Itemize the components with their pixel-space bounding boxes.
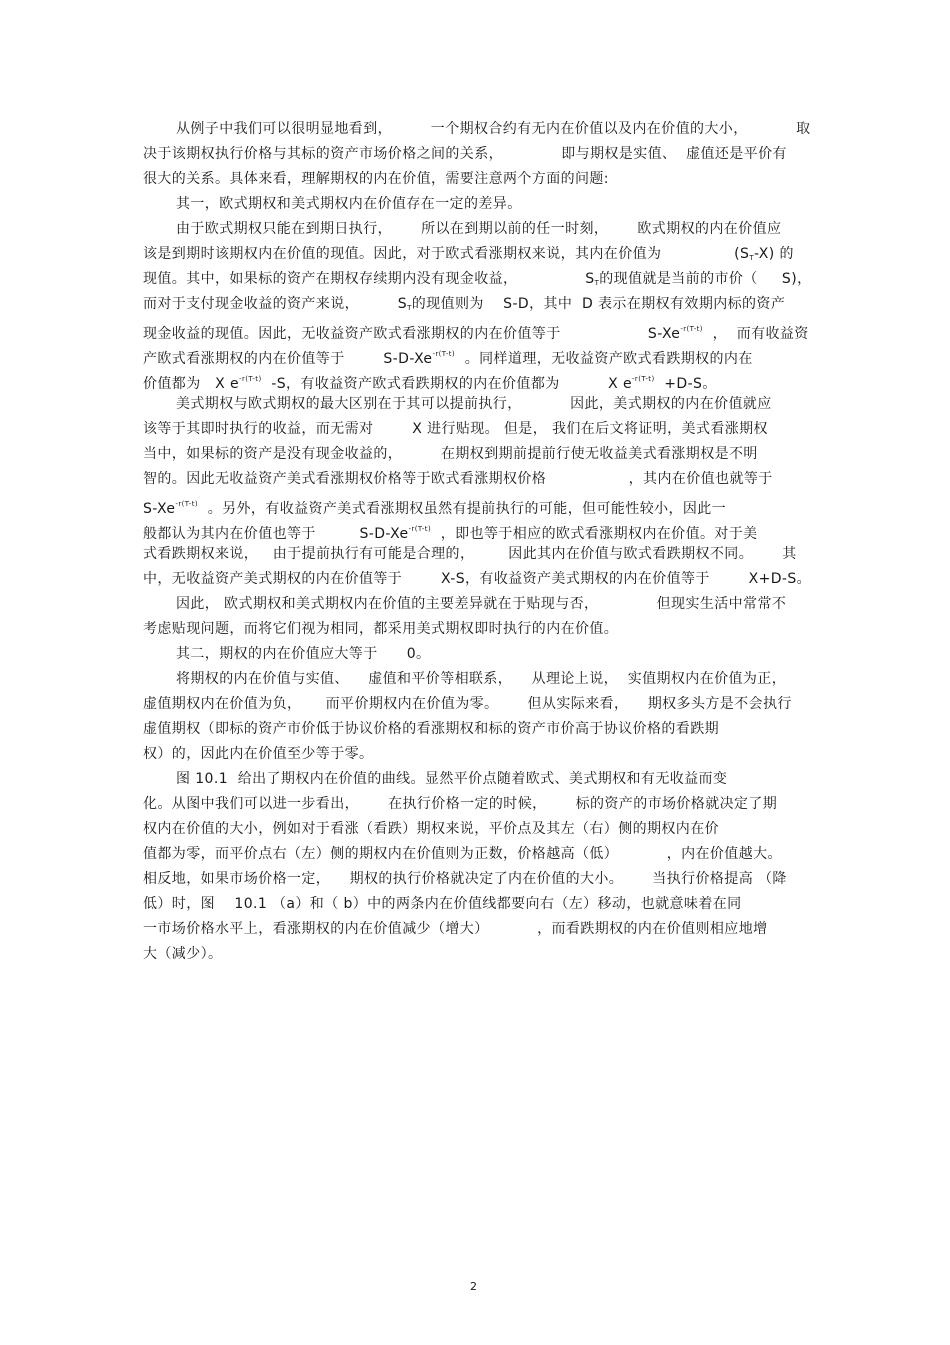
text-line: 值都为零，而平价点右（左）侧的期权内在价值则为正数，价格越高（低） ，内在价值越大。 [143, 846, 782, 862]
text-line: 决于该期权执行价格与其标的资产市场价格之间的关系， 即与期权是实值、 虚值还是平价有 [143, 146, 787, 162]
line-text-tail: -X) 的 [754, 246, 794, 262]
text-line [143, 495, 726, 518]
page-number: 2 [470, 1280, 477, 1293]
text-line: 大（减少）。 [143, 946, 223, 962]
line-text: 现金收益的现值。因此，无收益资产欧式看涨期权的内在价值等于 S-Xe [143, 326, 681, 342]
text-line: 很大的关系。具体来看，理解期权的内在价值，需要注意两个方面的问题: [143, 171, 609, 187]
text-line: 美式期权与欧式期权的最大区别在于其可以提前执行， 因此，美式期权的内在价值就应 [176, 396, 772, 412]
text-line: 将期权的内在价值与实值、 虚值和平价等相联系， 从理论上说， 实值期权内在价值为正， [176, 671, 787, 687]
text-line: 从例子中我们可以很明显地看到， 一个期权合约有无内在价值以及内在价值的大小， 取 [176, 121, 811, 137]
line-text-tail: +D-S。 [654, 376, 717, 392]
line-text-tail: ， 而有收益资 [702, 326, 809, 342]
line-text: 般都认为其内在价值也等于 S-D-Xe [143, 526, 409, 542]
subscript: T [594, 279, 600, 287]
text-line: 权内在价值的大小，例如对于看涨（看跌）期权来说，平价点及其左（右）侧的期权内在价 [143, 821, 719, 837]
superscript: -r(T-t) [680, 325, 703, 333]
line-text: 价值都为 X e [143, 376, 240, 392]
text-line [143, 345, 753, 368]
superscript: -r(T-t) [239, 375, 262, 383]
text-line: 权）的，因此内在价值至少等于零。 [143, 746, 374, 762]
line-text: 而对于支付现金收益的资产来说， S [143, 296, 408, 312]
superscript: -r(T-t) [432, 350, 456, 358]
text-line: 式看跌期权来说， 由于提前执行有可能是合理的， 因此其内在价值与欧式看跌期权不同。 其 [143, 546, 797, 562]
text-line: 该等于其即时执行的收益，而无需对 X 进行贴现。 但是， 我们在后文将证明，美式看涨期权 [143, 421, 768, 437]
text-line: 图 10.1 给出了期权内在价值的曲线。显然平价点随着欧式、美式期权和有无收益而变 [176, 771, 728, 787]
superscript: -r(T-t) [408, 525, 432, 533]
text-line [143, 370, 717, 393]
line-text-tail: 。同样道理，无收益资产欧式看跌期权的内在 [455, 351, 753, 367]
line-text: 现值。其中，如果标的资产在期权存续期内没有现金收益， S [143, 271, 595, 287]
text-line [143, 245, 794, 267]
subscript: T [749, 254, 754, 262]
line-text-tail: 的现值就是当前的市价（ S)， [599, 271, 812, 287]
superscript: -r(T-t) [175, 500, 198, 508]
text-line: 低）时，图 10.1 （a）和（ b）中的两条内在价值线都要向右（左）移动，也就意味着在同 [143, 896, 742, 912]
line-text: S-Xe [143, 501, 176, 517]
text-line: 考虑贴现问题，而将它们视为相同，都采用美式期权即时执行的内在价值。 [143, 621, 619, 637]
text-line: 虚值期权（即标的资产市价低于协议价格的看涨期权和标的资产市价高于协议价格的看跌期 [143, 721, 719, 737]
line-text-tail: ，即也等于相应的欧式看涨期权内在价值。对于美 [431, 526, 758, 542]
text-line: 其一，欧式期权和美式期权内在价值存在一定的差异。 [176, 196, 522, 212]
line-text: 产欧式看涨期权的内在价值等于 S-D-Xe [143, 351, 433, 367]
text-line: 由于欧式期权只能在到期日执行， 所以在到期以前的任一时刻， 欧式期权的内在价值应 [176, 221, 782, 237]
line-text-tail: 。另外，有收益资产美式看涨期权虽然有提前执行的可能，但可能性较小，因此一 [198, 501, 727, 517]
subscript: T [407, 304, 412, 312]
text-line [143, 270, 811, 292]
text-line: 因此， 欧式期权和美式期权内在价值的主要差异就在于贴现与否， 但现实生活中常常不 [176, 596, 787, 612]
text-line [143, 295, 785, 317]
text-line: 相反地，如果市场价格一定， 期权的执行价格就决定了内在价值的大小。 当执行价格提高 （降 [143, 871, 787, 887]
text-line [143, 520, 758, 543]
line-text: 该是到期时该期权内在价值的现值。因此，对于欧式看涨期权来说，其内在价值为 (S [143, 246, 750, 262]
text-line: 一市场价格水平上，看涨期权的内在价值减少（增大） ，而看跌期权的内在价值则相应地增 [143, 921, 768, 937]
line-text-mid: -S，有收益资产欧式看跌期权的内在价值都为 X e [261, 376, 632, 392]
text-line: 虚值期权内在价值为负， 而平价期权内在价值为零。 但从实际来看， 期权多头方是不会执行 [143, 696, 792, 712]
superscript: -r(T-t) [632, 375, 655, 383]
text-line: 当中，如果标的资产是没有现金收益的， 在期权到期前提前行使无收益美式看涨期权是不明 [143, 446, 758, 462]
text-line [143, 320, 809, 343]
text-line: 中，无收益资产美式期权的内在价值等于 X-S，有收益资产美式期权的内在价值等于 X+D-S。 [143, 571, 812, 587]
text-line: 智的。因此无收益资产美式看涨期权价格等于欧式看涨期权价格 ，其内在价值也就等于 [143, 471, 773, 487]
text-line: 化。从图中我们可以进一步看出， 在执行价格一定的时候， 标的资产的市场价格就决定了期 [143, 796, 778, 812]
line-text-tail: 的现值则为 S-D，其中 D 表示在期权有效期内标的资产 [411, 296, 786, 312]
text-line: 其二，期权的内在价值应大等于 0。 [176, 646, 431, 662]
